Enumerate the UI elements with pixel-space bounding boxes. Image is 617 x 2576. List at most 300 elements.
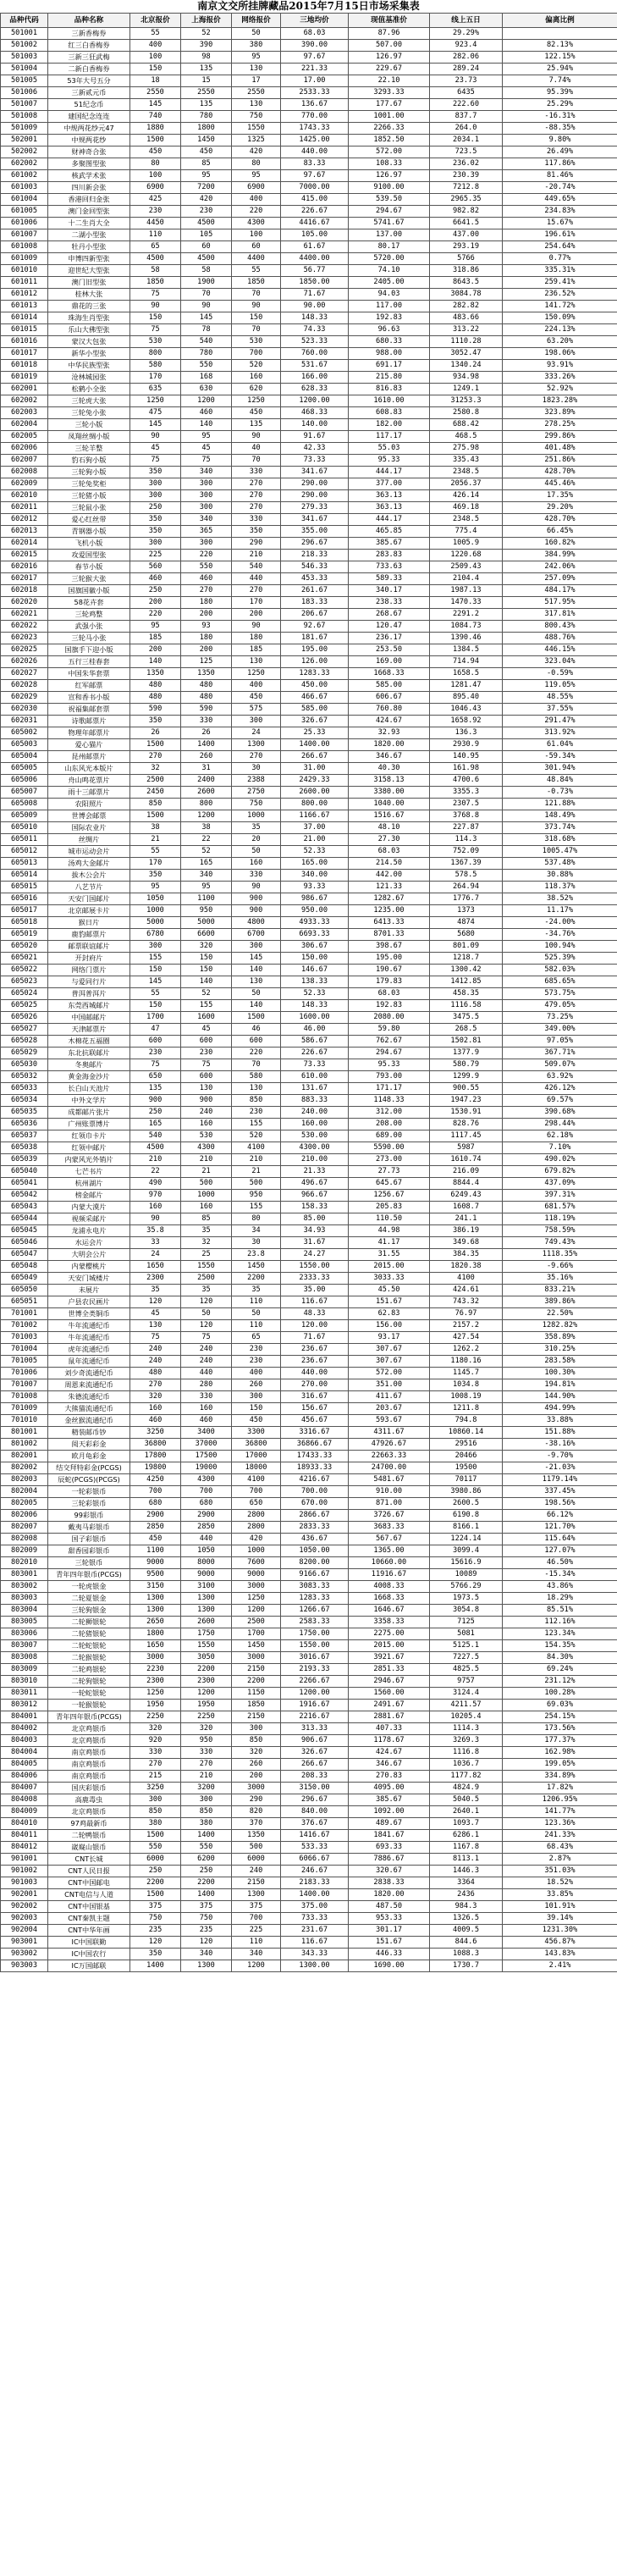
table-row bbox=[1, 834, 617, 846]
price-cell: 5000 bbox=[181, 917, 232, 929]
price-cell: 1950 bbox=[181, 1700, 232, 1711]
item-code: 701006 bbox=[1, 1368, 48, 1379]
price-cell: 208.00 bbox=[349, 1119, 430, 1130]
table-row bbox=[1, 1830, 617, 1842]
price-cell: 116.67 bbox=[281, 1937, 349, 1949]
item-name: 一轮猴银轮 bbox=[48, 1700, 130, 1711]
price-cell: 1377.9 bbox=[430, 1048, 503, 1059]
price-cell: 158.33 bbox=[281, 1202, 349, 1213]
table-row bbox=[1, 52, 617, 64]
price-cell: 1852.50 bbox=[349, 135, 430, 146]
price-cell: 60 bbox=[181, 241, 232, 253]
price-cell: 1000 bbox=[232, 810, 281, 822]
price-cell: 75 bbox=[130, 289, 181, 301]
table-row bbox=[1, 348, 617, 360]
price-cell: 75 bbox=[130, 455, 181, 467]
table-row bbox=[1, 1913, 617, 1925]
table-row bbox=[1, 775, 617, 787]
price-cell: 8643.5 bbox=[430, 277, 503, 289]
price-cell: 4400.00 bbox=[281, 253, 349, 265]
item-name: 视频采邮片 bbox=[48, 1213, 130, 1225]
price-cell: 140 bbox=[181, 976, 232, 988]
price-cell: 340 bbox=[181, 870, 232, 882]
item-code: 605040 bbox=[1, 1166, 48, 1178]
item-code: 602010 bbox=[1, 490, 48, 502]
item-code: 605003 bbox=[1, 739, 48, 751]
table-row bbox=[1, 1711, 617, 1723]
price-cell: 2405.00 bbox=[349, 277, 430, 289]
price-cell: 30 bbox=[232, 1237, 281, 1249]
item-code: 901002 bbox=[1, 1866, 48, 1877]
price-cell: 487.50 bbox=[349, 1901, 430, 1913]
price-cell: 300 bbox=[232, 941, 281, 953]
price-cell: 34 bbox=[232, 1225, 281, 1237]
price-cell: 32.93 bbox=[349, 727, 430, 739]
price-cell: 48.55% bbox=[503, 692, 617, 704]
table-row bbox=[1, 870, 617, 882]
price-cell: 5766.29 bbox=[430, 1581, 503, 1593]
price-cell: 40.30 bbox=[349, 763, 430, 775]
price-cell: 910.00 bbox=[349, 1486, 430, 1498]
price-cell: 6066.67 bbox=[281, 1854, 349, 1866]
price-cell: 384.99% bbox=[503, 550, 617, 561]
price-cell: 509.07% bbox=[503, 1059, 617, 1071]
price-cell: 6000 bbox=[232, 1854, 281, 1866]
price-cell: 377.00 bbox=[349, 478, 430, 490]
item-code: 605051 bbox=[1, 1296, 48, 1308]
price-cell: 290 bbox=[232, 538, 281, 550]
price-cell: 38 bbox=[130, 822, 181, 834]
price-cell: 386.19 bbox=[430, 1225, 503, 1237]
item-code: 701001 bbox=[1, 1308, 48, 1320]
price-cell: 140 bbox=[232, 965, 281, 976]
price-cell: 268.67 bbox=[349, 609, 430, 621]
price-cell: 7.10% bbox=[503, 1142, 617, 1154]
item-code: 601004 bbox=[1, 194, 48, 206]
price-cell: 141.72% bbox=[503, 301, 617, 312]
table-row bbox=[1, 573, 617, 585]
table-row bbox=[1, 1498, 617, 1510]
price-cell: 160 bbox=[130, 1403, 181, 1415]
price-cell: 3000 bbox=[232, 1783, 281, 1794]
price-cell: 155 bbox=[232, 1202, 281, 1213]
price-cell: 4825.5 bbox=[430, 1664, 503, 1676]
price-cell: 108.33 bbox=[349, 158, 430, 170]
price-cell: 1231.30% bbox=[503, 1925, 617, 1937]
price-cell: 205.83 bbox=[349, 1202, 430, 1213]
price-cell: 260 bbox=[232, 1379, 281, 1391]
item-name: 一轮虎银金 bbox=[48, 1581, 130, 1593]
price-cell: 794.8 bbox=[430, 1415, 503, 1427]
price-cell: 30 bbox=[232, 763, 281, 775]
item-code: 602007 bbox=[1, 455, 48, 467]
price-cell: 59.80 bbox=[349, 1024, 430, 1036]
price-cell: 833.21% bbox=[503, 1285, 617, 1296]
price-cell: 1088.3 bbox=[430, 1949, 503, 1960]
price-cell: 2866.67 bbox=[281, 1510, 349, 1522]
price-cell: 215.80 bbox=[349, 372, 430, 384]
price-cell: 4416.67 bbox=[281, 218, 349, 229]
table-row bbox=[1, 1545, 617, 1557]
price-cell: 17.82% bbox=[503, 1783, 617, 1794]
item-name: 农阳照片 bbox=[48, 799, 130, 810]
price-cell: 420 bbox=[232, 1534, 281, 1545]
price-cell: 479.05% bbox=[503, 1000, 617, 1012]
price-cell: 1450 bbox=[232, 1640, 281, 1652]
price-cell: 300 bbox=[130, 538, 181, 550]
item-code: 803009 bbox=[1, 1664, 48, 1676]
price-cell: 80 bbox=[130, 158, 181, 170]
price-cell: 222.60 bbox=[430, 99, 503, 111]
price-cell: 240 bbox=[130, 1356, 181, 1368]
item-name: 南京鸡银币 bbox=[48, 1747, 130, 1759]
price-cell: 780 bbox=[181, 111, 232, 123]
price-cell: 216.09 bbox=[430, 1166, 503, 1178]
price-cell: 480 bbox=[130, 1368, 181, 1379]
price-cell: 6200 bbox=[181, 1854, 232, 1866]
price-cell: 800.00 bbox=[281, 799, 349, 810]
price-cell: 436.67 bbox=[281, 1534, 349, 1545]
price-cell: 198.56% bbox=[503, 1498, 617, 1510]
item-code: 605037 bbox=[1, 1130, 48, 1142]
item-code: 602011 bbox=[1, 502, 48, 514]
price-cell: 3980.86 bbox=[430, 1486, 503, 1498]
price-cell: 1300 bbox=[232, 1889, 281, 1901]
price-cell: 3000 bbox=[232, 1581, 281, 1593]
table-row bbox=[1, 965, 617, 976]
table-row bbox=[1, 633, 617, 644]
price-cell: 1000 bbox=[181, 1190, 232, 1202]
price-cell: 2200 bbox=[130, 1877, 181, 1889]
price-cell: 135 bbox=[181, 99, 232, 111]
price-cell: 137.00 bbox=[349, 229, 430, 241]
price-cell: 179.83 bbox=[349, 976, 430, 988]
price-cell: 428.70% bbox=[503, 467, 617, 478]
item-name: 汤鸡大金邮片 bbox=[48, 858, 130, 870]
price-cell: 3400 bbox=[181, 1427, 232, 1439]
price-cell: 320 bbox=[181, 1723, 232, 1735]
price-cell: 21 bbox=[130, 834, 181, 846]
item-code: 803003 bbox=[1, 1593, 48, 1605]
price-cell: 17433.33 bbox=[281, 1451, 349, 1462]
price-cell: 70 bbox=[232, 289, 281, 301]
price-cell: -21.03% bbox=[503, 1462, 617, 1474]
price-cell: 1516.67 bbox=[349, 810, 430, 822]
price-cell: 2388 bbox=[232, 775, 281, 787]
price-cell: 398.67 bbox=[349, 941, 430, 953]
item-code: 804002 bbox=[1, 1723, 48, 1735]
price-cell: 3293.33 bbox=[349, 87, 430, 99]
table-row bbox=[1, 1439, 617, 1451]
price-cell: 145 bbox=[232, 953, 281, 965]
price-cell: 126.97 bbox=[349, 52, 430, 64]
price-cell: 400 bbox=[232, 194, 281, 206]
price-cell: 25 bbox=[181, 1249, 232, 1261]
price-cell: 160 bbox=[181, 1403, 232, 1415]
item-code: 804007 bbox=[1, 1783, 48, 1794]
price-cell: 484.17% bbox=[503, 585, 617, 597]
price-cell: 3250 bbox=[130, 1783, 181, 1794]
price-cell: 146.67 bbox=[281, 965, 349, 976]
item-name: CNT中华年画 bbox=[48, 1925, 130, 1937]
price-cell: 466.67 bbox=[281, 692, 349, 704]
item-code: 602012 bbox=[1, 514, 48, 526]
price-cell: -88.35% bbox=[503, 123, 617, 135]
price-cell: 456.87% bbox=[503, 1937, 617, 1949]
price-cell: 2300 bbox=[130, 1676, 181, 1688]
price-cell: 226.67 bbox=[281, 1048, 349, 1059]
table-row bbox=[1, 1273, 617, 1285]
price-cell: 306.67 bbox=[281, 941, 349, 953]
table-row bbox=[1, 550, 617, 561]
price-cell: 1500 bbox=[232, 1012, 281, 1024]
item-name: 国庆彩银币 bbox=[48, 1783, 130, 1794]
price-cell: 270.00 bbox=[281, 1379, 349, 1391]
price-cell: 550 bbox=[181, 561, 232, 573]
price-cell: 17.35% bbox=[503, 490, 617, 502]
item-name: 八艺节片 bbox=[48, 882, 130, 893]
item-name: 三轮羊整 bbox=[48, 443, 130, 455]
price-cell: 62.18% bbox=[503, 1130, 617, 1142]
price-cell: 93.17 bbox=[349, 1332, 430, 1344]
price-cell: 4500 bbox=[181, 218, 232, 229]
price-cell: 1300 bbox=[130, 1593, 181, 1605]
price-cell: 1400 bbox=[181, 1889, 232, 1901]
item-code: 804012 bbox=[1, 1842, 48, 1854]
item-code: 701008 bbox=[1, 1391, 48, 1403]
item-name: 核武学术张 bbox=[48, 170, 130, 182]
item-code: 601011 bbox=[1, 277, 48, 289]
table-row bbox=[1, 1640, 617, 1652]
table-row bbox=[1, 1356, 617, 1368]
price-cell: 32 bbox=[130, 763, 181, 775]
price-cell: 110 bbox=[232, 1296, 281, 1308]
price-cell: 119.05% bbox=[503, 680, 617, 692]
table-row bbox=[1, 1866, 617, 1877]
price-cell: 488.76% bbox=[503, 633, 617, 644]
price-cell: 63.92% bbox=[503, 1071, 617, 1083]
item-name: CNT长城 bbox=[48, 1854, 130, 1866]
price-cell: 15616.9 bbox=[430, 1557, 503, 1569]
price-cell: 266.67 bbox=[281, 1759, 349, 1771]
price-cell: 844.6 bbox=[430, 1937, 503, 1949]
price-cell: 50 bbox=[232, 1308, 281, 1320]
price-cell: 2436 bbox=[430, 1889, 503, 1901]
price-cell: 489.67 bbox=[349, 1818, 430, 1830]
price-cell: 75 bbox=[130, 324, 181, 336]
price-cell: 988.00 bbox=[349, 348, 430, 360]
price-cell: 1100 bbox=[130, 1545, 181, 1557]
table-row bbox=[1, 170, 617, 182]
price-cell: 500 bbox=[181, 1178, 232, 1190]
price-cell: 160.82% bbox=[503, 538, 617, 550]
price-cell: 55 bbox=[232, 265, 281, 277]
table-row bbox=[1, 917, 617, 929]
item-code: 605043 bbox=[1, 1202, 48, 1213]
price-cell: 900 bbox=[130, 1095, 181, 1107]
item-name: 财神奇合张 bbox=[48, 146, 130, 158]
item-code: 801001 bbox=[1, 1427, 48, 1439]
price-cell: 110 bbox=[130, 229, 181, 241]
item-name: 中国邮邮片 bbox=[48, 1012, 130, 1024]
price-cell: 6780 bbox=[130, 929, 181, 941]
item-name: 三轮狗小版 bbox=[48, 467, 130, 478]
price-cell: 230 bbox=[181, 1048, 232, 1059]
price-cell: 606.67 bbox=[349, 692, 430, 704]
price-cell: 752.09 bbox=[430, 846, 503, 858]
price-cell: 250 bbox=[181, 1866, 232, 1877]
price-cell: 290.00 bbox=[281, 478, 349, 490]
price-cell: 1250 bbox=[130, 395, 181, 407]
price-cell: 100.30% bbox=[503, 1368, 617, 1379]
price-cell: 240.00 bbox=[281, 1107, 349, 1119]
price-cell: 2550 bbox=[181, 87, 232, 99]
price-cell: 162.98% bbox=[503, 1747, 617, 1759]
price-cell: 3921.67 bbox=[349, 1652, 430, 1664]
item-code: 501005 bbox=[1, 75, 48, 87]
price-cell: 2034.1 bbox=[430, 135, 503, 146]
price-cell: 465.85 bbox=[349, 526, 430, 538]
price-cell: 1500 bbox=[130, 739, 181, 751]
price-cell: -15.34% bbox=[503, 1569, 617, 1581]
item-name: 北京鸡银币 bbox=[48, 1806, 130, 1818]
table-row bbox=[1, 692, 617, 704]
price-cell: 170 bbox=[232, 597, 281, 609]
item-name: 迎世纪大型张 bbox=[48, 265, 130, 277]
item-name: IC中国联勤 bbox=[48, 1937, 130, 1949]
price-cell: 762.67 bbox=[349, 1036, 430, 1048]
table-row bbox=[1, 1249, 617, 1261]
price-cell: 110.50 bbox=[349, 1213, 430, 1225]
price-cell: 400 bbox=[130, 40, 181, 52]
price-cell: 2500 bbox=[181, 1273, 232, 1285]
price-cell: 1384.5 bbox=[430, 644, 503, 656]
table-row bbox=[1, 1759, 617, 1771]
item-code: 605012 bbox=[1, 846, 48, 858]
price-cell: 373.74% bbox=[503, 822, 617, 834]
price-cell: 1177.82 bbox=[430, 1771, 503, 1783]
price-cell: 121.70% bbox=[503, 1522, 617, 1534]
table-row bbox=[1, 1806, 617, 1818]
price-cell: 2400 bbox=[181, 775, 232, 787]
table-row bbox=[1, 905, 617, 917]
price-cell: 100.94% bbox=[503, 941, 617, 953]
price-cell: 98 bbox=[181, 52, 232, 64]
price-cell: 2851.33 bbox=[349, 1664, 430, 1676]
price-cell: 600 bbox=[181, 1036, 232, 1048]
price-cell: 310.25% bbox=[503, 1344, 617, 1356]
item-name: 珠海生肖型张 bbox=[48, 312, 130, 324]
price-cell: 95.33 bbox=[349, 1059, 430, 1071]
table-row bbox=[1, 621, 617, 633]
price-cell: 490.02% bbox=[503, 1154, 617, 1166]
price-cell: 2550 bbox=[130, 87, 181, 99]
price-cell: 440 bbox=[232, 573, 281, 585]
price-cell: 60 bbox=[232, 241, 281, 253]
table-row bbox=[1, 1261, 617, 1273]
item-name: CNT电信与人道 bbox=[48, 1889, 130, 1901]
price-cell: 35.8 bbox=[130, 1225, 181, 1237]
table-row bbox=[1, 1522, 617, 1534]
price-cell: 5590.00 bbox=[349, 1142, 430, 1154]
price-cell: 290.00 bbox=[281, 490, 349, 502]
price-cell: 73.25% bbox=[503, 1012, 617, 1024]
price-cell: 1283.33 bbox=[281, 668, 349, 680]
price-cell: 114.3 bbox=[430, 834, 503, 846]
price-cell: 600 bbox=[130, 1036, 181, 1048]
price-cell: 2429.33 bbox=[281, 775, 349, 787]
item-name: 武强小张 bbox=[48, 621, 130, 633]
item-name: 爱心红丝带 bbox=[48, 514, 130, 526]
table-row bbox=[1, 1462, 617, 1474]
price-cell: 300 bbox=[232, 1391, 281, 1403]
table-row bbox=[1, 1534, 617, 1545]
item-code: 605020 bbox=[1, 941, 48, 953]
item-name: 二湖小型张 bbox=[48, 229, 130, 241]
price-cell: 340.00 bbox=[281, 870, 349, 882]
item-code: 802002 bbox=[1, 1462, 48, 1474]
price-cell: 2080.00 bbox=[349, 1012, 430, 1024]
price-cell: 97.67 bbox=[281, 52, 349, 64]
item-code: 605038 bbox=[1, 1142, 48, 1154]
price-cell: 318.68% bbox=[503, 834, 617, 846]
price-cell: 150 bbox=[130, 1000, 181, 1012]
item-name: 戴夷马彩银币 bbox=[48, 1522, 130, 1534]
item-name: 七芒书片 bbox=[48, 1166, 130, 1178]
price-cell: 6641.5 bbox=[430, 218, 503, 229]
price-cell: 1179.14% bbox=[503, 1474, 617, 1486]
price-cell: -16.31% bbox=[503, 111, 617, 123]
price-cell: 1116.58 bbox=[430, 1000, 503, 1012]
item-name: 高鹿毒虫 bbox=[48, 1794, 130, 1806]
price-cell: 4933.33 bbox=[281, 917, 349, 929]
price-cell: 275.98 bbox=[430, 443, 503, 455]
price-cell: 231.12% bbox=[503, 1676, 617, 1688]
price-cell: 427.54 bbox=[430, 1332, 503, 1344]
price-cell: 1446.3 bbox=[430, 1866, 503, 1877]
item-code: 602027 bbox=[1, 668, 48, 680]
table-row bbox=[1, 656, 617, 668]
item-name: 结交拜特彩金(PCGS) bbox=[48, 1462, 130, 1474]
price-cell: 71.67 bbox=[281, 1332, 349, 1344]
item-name: 爱心猫片 bbox=[48, 739, 130, 751]
price-cell: 550 bbox=[181, 360, 232, 372]
price-cell: 155 bbox=[232, 1119, 281, 1130]
price-cell: 4100 bbox=[430, 1273, 503, 1285]
item-code: 601007 bbox=[1, 229, 48, 241]
item-code: 605029 bbox=[1, 1048, 48, 1059]
price-cell: 301.17 bbox=[349, 1925, 430, 1937]
table-row bbox=[1, 1024, 617, 1036]
item-name: 欧月龟彩金 bbox=[48, 1451, 130, 1462]
price-cell: 330 bbox=[181, 1747, 232, 1759]
item-code: 803004 bbox=[1, 1605, 48, 1617]
price-cell: 87.96 bbox=[349, 28, 430, 40]
price-cell: 330 bbox=[232, 870, 281, 882]
table-row bbox=[1, 1949, 617, 1960]
price-cell: 3054.8 bbox=[430, 1605, 503, 1617]
item-name: 乐山大佛型张 bbox=[48, 324, 130, 336]
item-code: 802007 bbox=[1, 1522, 48, 1534]
price-cell: 1350 bbox=[232, 1830, 281, 1842]
price-cell: 1650 bbox=[130, 1261, 181, 1273]
price-cell: 375 bbox=[181, 1901, 232, 1913]
item-name: 鼠年流通纪币 bbox=[48, 1356, 130, 1368]
table-row bbox=[1, 597, 617, 609]
price-cell: 1850 bbox=[232, 1700, 281, 1711]
table-row bbox=[1, 1142, 617, 1154]
table-row bbox=[1, 1415, 617, 1427]
